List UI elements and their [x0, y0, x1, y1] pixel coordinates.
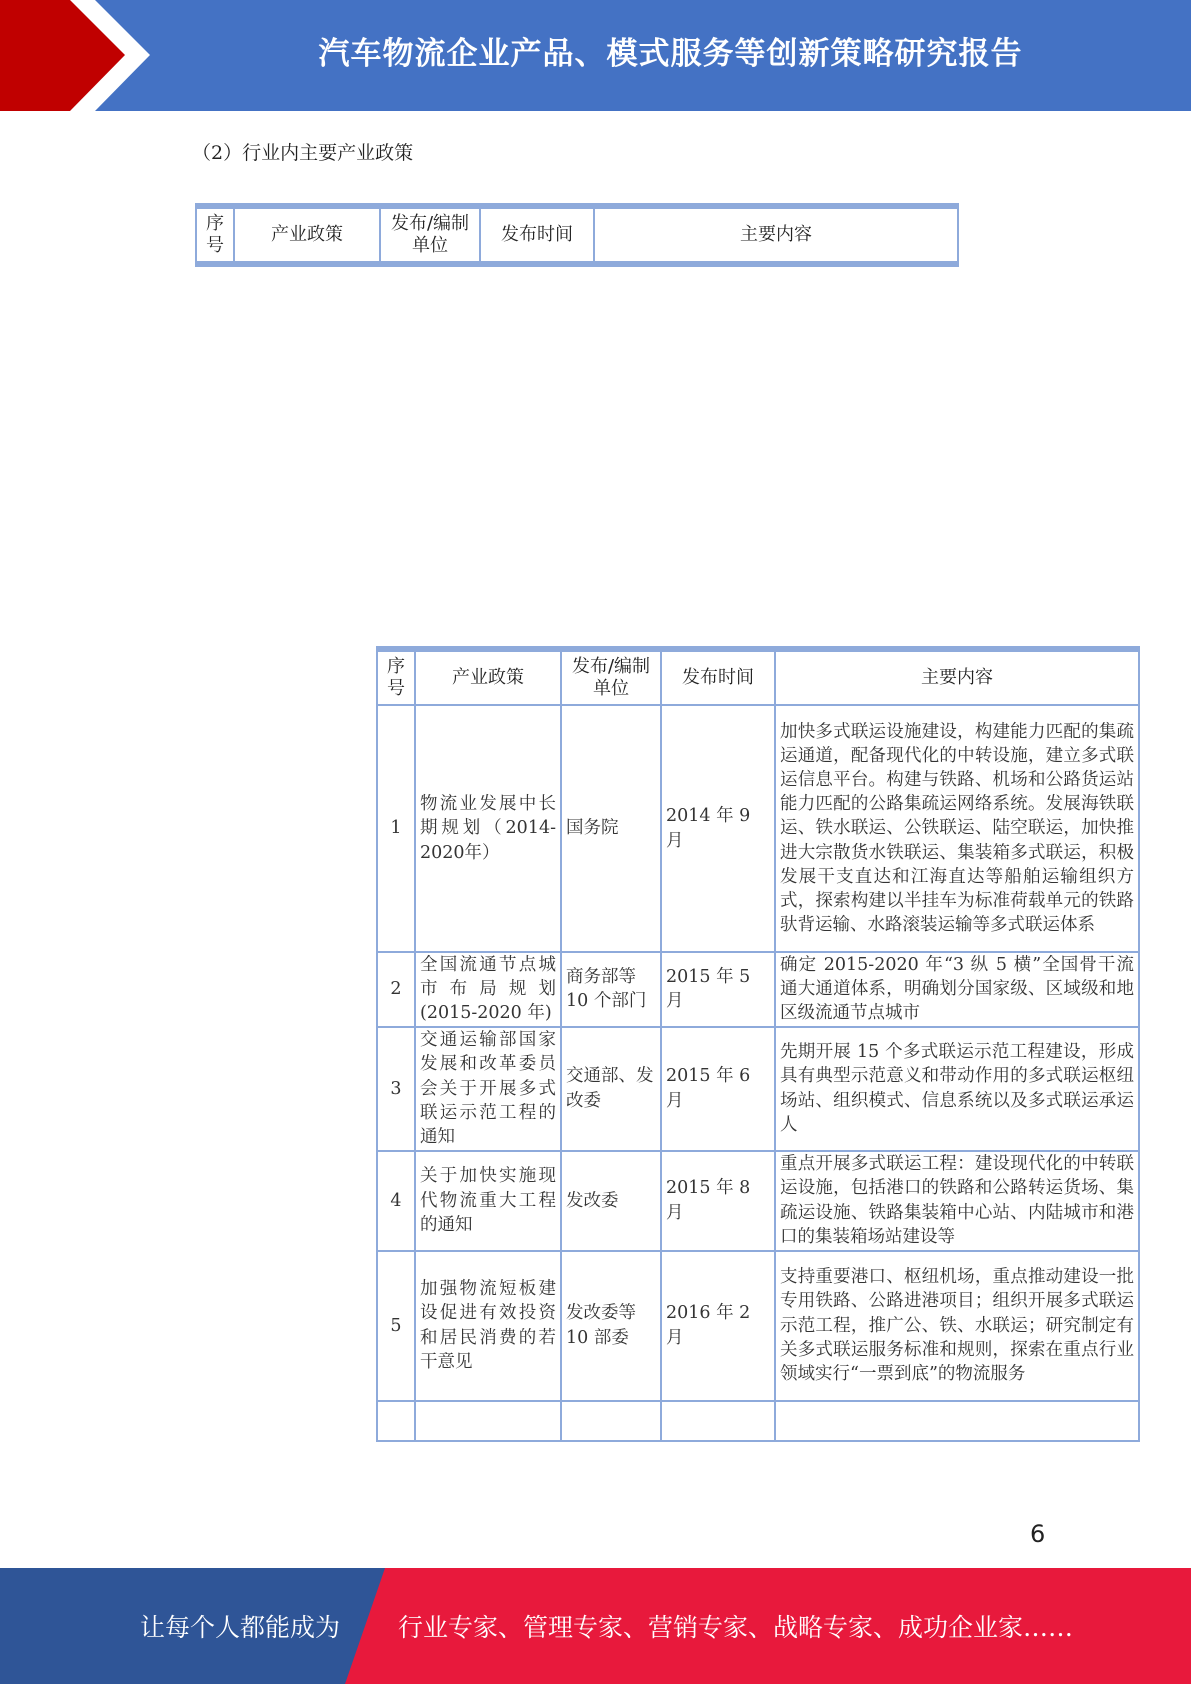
- policy-table-header-preview: [195, 203, 959, 267]
- table-row: [377, 1151, 1139, 1251]
- cell-issuer: 发改委: [561, 1151, 661, 1251]
- policy-table-container: [186, 323, 1134, 1384]
- section-heading: （2）行业内主要产业政策: [192, 142, 414, 164]
- page-header: [0, 0, 1191, 111]
- column-header-policy: 产业政策: [234, 206, 380, 264]
- policy-table: [376, 646, 1140, 1442]
- cell-no: 5: [377, 1251, 415, 1401]
- column-header-content: 主要内容: [594, 206, 958, 264]
- cell-policy: 交通运输部国家发展和改革委员会关于开展多式联运示范工程的通知: [415, 1027, 561, 1151]
- cell-policy: 物流业发展中长期规划（2014-2020年）: [415, 705, 561, 952]
- cell-date: 2015 年 8 月: [661, 1151, 775, 1251]
- column-header-date: 发布时间: [661, 649, 775, 705]
- cell-content: 支持重要港口、枢纽机场，重点推动建设一批专用铁路、公路进港项目；组织开展多式联运示范工程，推广公、铁、水联运；研究制定有关多式联运服务标准和规则，探索在重点行业领域实行“一票到底”的物流服务: [775, 1251, 1139, 1401]
- cell-date: 2015 年 6 月: [661, 1027, 775, 1151]
- cell-issuer: 国务院: [561, 705, 661, 952]
- column-header-issuer: 发布/编制单位: [561, 649, 661, 705]
- cell-policy: 加强物流短板建设促进有效投资和居民消费的若干意见: [415, 1251, 561, 1401]
- column-header-no: 序号: [377, 649, 415, 705]
- cell-issuer: 交通部、发改委: [561, 1027, 661, 1151]
- table-row-cut: [377, 1401, 1139, 1441]
- footer-slogan-right: 行业专家、管理专家、营销专家、战略专家、成功企业家……: [398, 1613, 1074, 1642]
- table-row: [377, 1251, 1139, 1401]
- table-row: [377, 1027, 1139, 1151]
- cell-no: 1: [377, 705, 415, 952]
- cell-no: 4: [377, 1151, 415, 1251]
- cell-no: 3: [377, 1027, 415, 1151]
- page-number: 6: [1030, 1520, 1046, 1548]
- cell-date: 2014 年 9 月: [661, 705, 775, 952]
- footer-slogan-left: 让每个人都能成为: [140, 1613, 341, 1642]
- cell-policy: 关于加快实施现代物流重大工程的通知: [415, 1151, 561, 1251]
- cell-content: 重点开展多式联运工程：建设现代化的中转联运设施，包括港口的铁路和公路转运货场、集疏运设施、铁路集装箱中心站、内陆城市和港口的集装箱场站建设等: [775, 1151, 1139, 1251]
- cell-content: 确定 2015-2020 年“3 纵 5 横”全国骨干流通大通道体系，明确划分国家级、区域级和地区级流通节点城市: [775, 952, 1139, 1027]
- cell-date: 2015 年 5 月: [661, 952, 775, 1027]
- column-header-no: 序号: [196, 206, 234, 264]
- report-title: 汽车物流企业产品、模式服务等创新策略研究报告: [318, 35, 1023, 72]
- cell-content: 先期开展 15 个多式联运示范工程建设，形成具有典型示范意义和带动作用的多式联运枢纽场站、组织模式、信息系统以及多式联运承运人: [775, 1027, 1139, 1151]
- cell-issuer: 发改委等 10 部委: [561, 1251, 661, 1401]
- cell-content: 加快多式联运设施建设，构建能力匹配的集疏运通道，配备现代化的中转设施，建立多式联运信息平台。构建与铁路、机场和公路货运站能力匹配的公路集疏运网络系统。发展海铁联运、铁水联运、公铁联运、陆空联运，加快推进大宗散货水铁联运、集装箱多式联运，积极发展干支直达和江海直达等船舶运输组织方式，探索构建以半挂车为标准荷载单元的铁路驮背运输、水路滚装运输等多式联运体系: [775, 705, 1139, 952]
- column-header-content: 主要内容: [775, 649, 1139, 705]
- cell-no: 2: [377, 952, 415, 1027]
- column-header-policy: 产业政策: [415, 649, 561, 705]
- cell-date: 2016 年 2 月: [661, 1251, 775, 1401]
- cell-issuer: 商务部等 10 个部门: [561, 952, 661, 1027]
- table-row: [377, 705, 1139, 952]
- page-footer: [0, 1568, 1191, 1684]
- cell-policy: 全国流通节点城市布局规划(2015-2020 年): [415, 952, 561, 1027]
- table-row: [377, 952, 1139, 1027]
- column-header-date: 发布时间: [480, 206, 594, 264]
- column-header-issuer: 发布/编制单位: [380, 206, 480, 264]
